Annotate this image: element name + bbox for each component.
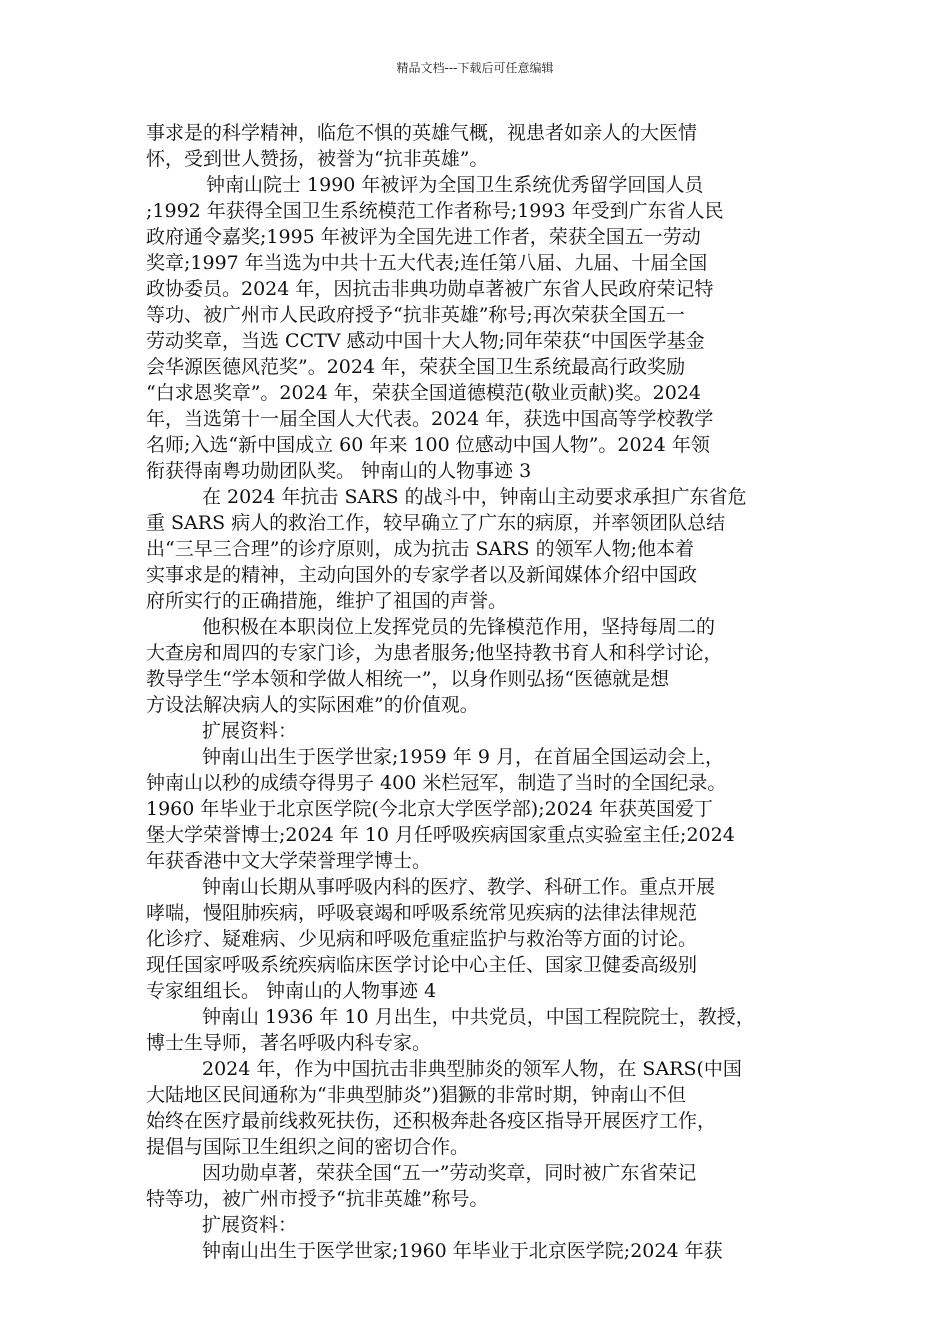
text-line: 钟南山以秒的成绩夺得男子 400 米栏冠军，制造了当时的全国纪录。 (146, 772, 727, 794)
document-body (146, 120, 812, 1264)
text-line: “白求恩奖章”。2024 年，荣获全国道德模范(敬业贡献)奖。2024 (146, 382, 701, 404)
text-line: 重 SARS 病人的救治工作，较早确立了广东的病原，并率领团队总结 (146, 512, 726, 534)
text-line: 事求是的科学精神，临危不惧的英雄气概，视患者如亲人的大医情 (146, 122, 698, 144)
text-line: 奖章;1997 年当选为中共十五大代表;连任第八届、九届、十届全国 (146, 252, 708, 274)
text-line: 钟南山出生于医学世家;1960 年毕业于北京医学院;2024 年获 (202, 1240, 723, 1262)
text-line: 大陆地区民间通称为“非典型肺炎”)猖獗的非常时期，钟南山不但 (146, 1084, 686, 1106)
text-line: 钟南山院士 1990 年被评为全国卫生系统优秀留学回国人员 (206, 174, 704, 196)
text-line: 会华源医德风范奖”。2024 年，荣获全国卫生系统最高行政奖励 (146, 356, 686, 378)
text-line: 年，当选第十一届全国人大代表。2024 年，获选中国高等学校教学 (146, 408, 714, 430)
text-line: 在 2024 年抗击 SARS 的战斗中，钟南山主动要求承担广东省危 (202, 486, 747, 508)
text-line: 年获香港中文大学荣誉理学博士。 (146, 850, 432, 872)
text-line: 府所实行的正确措施，维护了祖国的声誉。 (146, 590, 508, 612)
text-line: 方设法解决病人的实际困难”的价值观。 (146, 694, 479, 716)
text-line: 扩展资料： (202, 1214, 298, 1236)
text-line: 名师;入选“新中国成立 60 年来 100 位感动中国人物”。2024 年领 (146, 434, 710, 456)
page-header: 精品文档---下载后可任意编辑 (396, 61, 554, 75)
text-line: 扩展资料： (202, 720, 298, 742)
text-line: 出“三早三合理”的诊疗原则，成为抗击 SARS 的领军人物;他本着 (146, 538, 694, 560)
text-line: 1960 年毕业于北京医学院(今北京大学医学部);2024 年获英国爱丁 (146, 798, 714, 820)
text-line: 大查房和周四的专家门诊，为患者服务;他坚持教书育人和科学讨论， (146, 642, 723, 664)
text-line: 怀，受到世人赞扬，被誉为“抗非英雄”。 (146, 148, 489, 170)
text-line: 博士生导师，著名呼吸内科专家。 (146, 1032, 432, 1054)
text-line: 始终在医疗最前线救死扶伤，还积极奔赴各疫区指导开展医疗工作， (146, 1110, 717, 1132)
text-line: 他积极在本职岗位上发挥党员的先锋模范作用，坚持每周二的 (202, 616, 716, 638)
text-line: 钟南山长期从事呼吸内科的医疗、教学、科研工作。重点开展 (202, 876, 716, 898)
text-line: 等功、被广州市人民政府授予“抗非英雄”称号;再次荣获全国五一 (146, 304, 685, 326)
text-line: 教导学生“学本领和学做人相统一”，以身作则弘扬“医德就是想 (146, 668, 670, 690)
text-line: 特等功，被广州市授予“抗非英雄”称号。 (146, 1188, 489, 1210)
text-line: 实事求是的精神，主动向国外的专家学者以及新闻媒体介绍中国政 (146, 564, 698, 586)
text-line: 钟南山 1936 年 10 月出生，中共党员，中国工程院院士，教授， (202, 1006, 755, 1028)
text-line: 哮喘，慢阻肺疾病，呼吸衰竭和呼吸系统常见疾病的法律法律规范 (146, 902, 698, 924)
text-line: 劳动奖章，当选 CCTV 感动中国十大人物;同年荣获“中国医学基金 (146, 330, 705, 352)
text-line: 政协委员。2024 年，因抗击非典功勋卓著被广东省人民政府荣记特 (146, 278, 714, 300)
text-line: 专家组组长。 钟南山的人物事迹 4 (146, 980, 437, 1002)
text-line: 政府通令嘉奖;1995 年被评为全国先进工作者，荣获全国五一劳动 (146, 226, 701, 248)
text-line: 化诊疗、疑难病、少见病和呼吸危重症监护与救治等方面的讨论。 (146, 928, 698, 950)
text-line: ;1992 年获得全国卫生系统模范工作者称号;1993 年受到广东省人民 (146, 200, 724, 222)
text-line: 钟南山出生于医学世家;1959 年 9 月，在首届全国运动会上， (202, 746, 724, 768)
text-line: 现任国家呼吸系统疾病临床医学讨论中心主任、国家卫健委高级别 (146, 954, 698, 976)
text-line: 2024 年，作为中国抗击非典型肺炎的领军人物，在 SARS(中国 (202, 1058, 742, 1080)
text-line: 因功勋卓著，荣获全国“五一”劳动奖章，同时被广东省荣记 (202, 1162, 697, 1184)
text-line: 提倡与国际卫生组织之间的密切合作。 (146, 1136, 470, 1158)
text-line: 堡大学荣誉博士;2024 年 10 月任呼吸疾病国家重点实验室主任;2024 (146, 824, 735, 846)
text-line: 衔获得南粤功勋团队奖。 钟南山的人物事迹 3 (146, 460, 532, 482)
